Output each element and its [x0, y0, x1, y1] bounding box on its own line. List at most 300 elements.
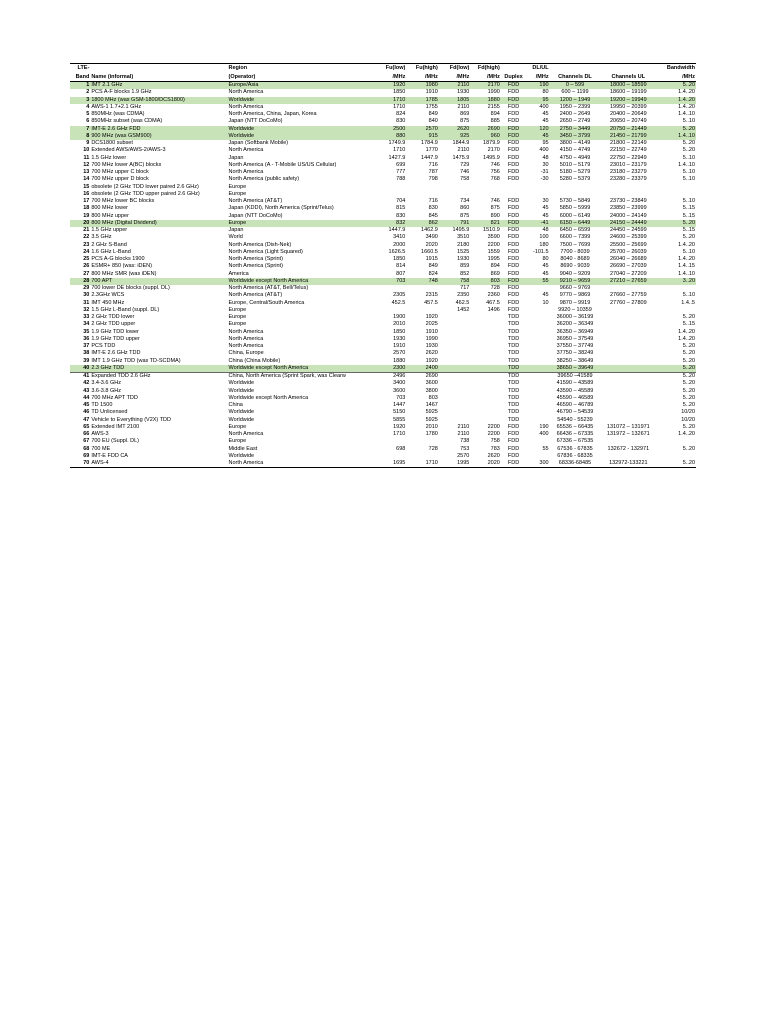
cell-fd-low: [439, 409, 471, 416]
cell-fd-low: 738: [460, 438, 470, 445]
cell-dlul: [526, 321, 549, 328]
table-row: [70, 343, 696, 350]
cell-bandwidth: 3..20: [656, 278, 696, 285]
cell-fu-low: 807: [396, 270, 406, 277]
cell-bandwidth: 5..10: [682, 118, 695, 125]
cell-bandwidth: 1.4..5: [681, 299, 695, 306]
cell-channels-dl: [550, 184, 601, 191]
cell-fu-low: 1920: [393, 423, 406, 430]
cell-dlul: 45: [542, 270, 549, 277]
cell-band: 14: [83, 176, 90, 183]
cell-fd-low: 875: [460, 118, 470, 125]
cell-dlul: [526, 402, 549, 409]
cell-fu-low: 1710: [393, 431, 406, 437]
cell-bandwidth: 1.4..20: [678, 328, 695, 335]
table-body: [70, 82, 696, 468]
cell-fd-high: [470, 388, 500, 395]
cell-fu-high: 3600: [425, 380, 438, 387]
cell-fd-high: 2200: [487, 431, 500, 437]
cell-fd-high: [470, 184, 500, 191]
cell-band: 43: [83, 387, 90, 394]
cell-duplex: TDD: [507, 387, 520, 394]
cell-fd-low: 869: [460, 111, 470, 117]
cell-channels-dl: 68336-68485: [550, 460, 601, 468]
cell-fu-high: 787: [428, 169, 438, 175]
cell-fd-low: 2180: [457, 241, 470, 248]
cell-dlul: 45: [542, 205, 549, 212]
cell-bandwidth: 1.4..20: [656, 97, 696, 104]
table-row: [70, 402, 696, 409]
cell-channels-ul: [600, 343, 656, 350]
cell-fu-high: 1915: [425, 256, 438, 262]
table-row: [70, 358, 696, 365]
cell-name: Vehicle to Everything (V2X) TDD: [91, 416, 171, 423]
cell-duplex: FDD: [507, 292, 520, 299]
cell-region: Europe: [228, 190, 247, 197]
cell-channels-dl: 46790 – 54539: [556, 409, 594, 416]
cell-bandwidth: 1.4..10: [678, 111, 695, 117]
cell-fu-low: 2496: [376, 373, 406, 381]
cell-name: IMT-E 2.6 GHz TDD: [91, 350, 141, 357]
cell-duplex: TDD: [501, 365, 526, 373]
cell-duplex: [501, 184, 526, 191]
cell-band: 40: [70, 365, 90, 373]
cell-name: PCS A-G blocks 1900: [91, 256, 145, 262]
header-channels-ul-top: [600, 64, 656, 73]
cell-region: North America: [228, 147, 264, 154]
cell-duplex: TDD: [507, 335, 520, 342]
cell-region: Worldwide: [228, 409, 255, 416]
cell-name: ESMR+ 850 (was: iDEN): [91, 263, 152, 270]
header-fu-high-top: Fu(high): [406, 64, 439, 73]
cell-dlul: 180: [539, 241, 549, 248]
cell-dlul: [526, 336, 549, 343]
cell-fd-high: 960: [470, 133, 500, 140]
cell-region: Worldwide: [228, 133, 376, 140]
cell-bandwidth: 5..10: [682, 198, 695, 204]
cell-fu-high: 1710: [406, 460, 439, 468]
cell-fu-high: 1990: [425, 335, 438, 342]
cell-region: North America (Dish-Nek): [228, 241, 292, 248]
cell-fd-high: 2360: [487, 292, 500, 299]
cell-fd-low: 3510: [457, 234, 470, 241]
cell-region: Europe: [228, 306, 247, 313]
cell-band: 3: [70, 97, 90, 104]
cell-channels-ul: 131072 – 131971: [606, 423, 650, 430]
cell-duplex: FDD: [507, 234, 520, 241]
cell-dlul: [526, 453, 549, 460]
cell-fd-low: 2620: [439, 126, 471, 133]
cell-channels-dl: 67536 - 67835: [557, 445, 593, 452]
cell-name: 700 lower DE blocks (suppl. DL): [91, 285, 170, 291]
table-row: [70, 118, 696, 125]
cell-band: 4: [86, 103, 90, 110]
table-row: [70, 271, 696, 278]
cell-fd-low: [439, 329, 471, 336]
cell-fd-low: 717: [460, 285, 470, 291]
cell-dlul: 80: [542, 89, 549, 96]
cell-fu-low: [376, 307, 406, 314]
cell-region: Worldwide: [228, 452, 255, 459]
table-row: [70, 424, 696, 431]
cell-fd-high: 746: [490, 161, 500, 168]
cell-dlul: 95: [526, 97, 549, 104]
cell-channels-dl: 6000 – 6149: [559, 212, 591, 219]
cell-duplex: FDD: [507, 140, 520, 146]
header-fd-high-top: Fd(high): [470, 64, 500, 73]
table-row: [70, 365, 696, 373]
cell-channels-dl: 43590 – 45589: [556, 387, 594, 394]
cell-channels-dl: 2650 – 2749: [559, 118, 591, 125]
cell-duplex: FDD: [507, 270, 520, 277]
cell-channels-ul: [600, 438, 656, 445]
cell-fu-low: 832: [376, 220, 406, 227]
cell-band: 22: [83, 234, 90, 241]
cell-channels-dl: 0 – 599: [550, 82, 601, 90]
cell-fd-low: 1930: [457, 89, 470, 96]
cell-name: Extended AWS/AWS-2/AWS-3: [91, 147, 166, 154]
cell-duplex: TDD: [507, 328, 520, 335]
cell-dlul: [526, 350, 549, 357]
cell-channels-dl: 36000 – 36199: [556, 314, 594, 320]
table-row: [70, 300, 696, 307]
cell-channels-dl: 8040 - 8689: [560, 256, 590, 262]
cell-band: 6: [86, 118, 90, 125]
table-row: [70, 285, 696, 292]
cell-bandwidth: 5..10: [682, 176, 695, 183]
cell-fd-high: 1495.9: [483, 154, 500, 161]
header-dlul: /MHz: [526, 73, 549, 82]
cell-fd-high: [470, 350, 500, 357]
cell-name: 700 EU (Suppl. DL): [91, 438, 140, 445]
cell-fu-low: 2570: [393, 350, 406, 357]
cell-dlul: 120: [526, 126, 549, 133]
cell-name: 700 ME: [91, 445, 111, 452]
cell-name: IMT-E FDD CA: [91, 452, 128, 459]
cell-name: 800 MHz lower: [91, 205, 128, 212]
header-name: Name (informal): [90, 73, 227, 82]
table-row: [70, 176, 696, 183]
cell-dlul: 400: [539, 431, 549, 437]
cell-bandwidth: 5..20: [656, 373, 696, 381]
cell-fd-low: 791: [439, 220, 471, 227]
header-row-1: [70, 64, 696, 73]
cell-fd-high: [470, 417, 500, 424]
table-row: [70, 256, 696, 263]
cell-fd-low: 2110: [457, 431, 470, 437]
cell-fu-low: 698: [396, 445, 406, 452]
cell-bandwidth: 1.4..10: [678, 270, 695, 277]
cell-band: 39: [83, 357, 90, 364]
cell-channels-dl: 2750 – 3449: [550, 126, 601, 133]
cell-fu-low: 452.5: [391, 299, 406, 306]
header-channels-dl: Channels DL: [550, 73, 601, 82]
cell-fu-low: 3410: [393, 234, 406, 241]
cell-fd-low: 1452: [457, 306, 470, 313]
cell-region: North America (AT&T): [228, 198, 283, 204]
lte-band-table-sheet: [70, 63, 696, 468]
cell-duplex: FDD: [507, 103, 520, 110]
cell-fd-low: 859: [460, 263, 470, 270]
cell-channels-ul: 26690 – 27039: [609, 263, 647, 270]
cell-channels-dl: 38650 – 39649: [550, 365, 601, 373]
cell-fd-high: 803: [470, 278, 500, 285]
cell-fd-low: [439, 395, 471, 402]
cell-region: Europe: [228, 321, 247, 328]
cell-channels-ul: [600, 380, 656, 387]
cell-region: China, Europe: [228, 350, 264, 357]
cell-name: AWS-1 1.7+2.1 GHz: [91, 103, 142, 110]
cell-fd-low: 925: [439, 133, 471, 140]
cell-band: 36: [83, 335, 90, 342]
table-row: [70, 104, 696, 111]
cell-region: North America: [228, 328, 264, 335]
cell-fu-low: 1850: [393, 328, 406, 335]
cell-name: 2.3GHz WCS: [91, 292, 125, 299]
cell-region: North America: [228, 169, 264, 175]
cell-fu-low: 788: [396, 176, 406, 183]
cell-band: 69: [83, 452, 90, 459]
cell-name: 2.3 GHz TDD: [90, 365, 227, 373]
cell-dlul: 100: [539, 234, 549, 241]
cell-region: Worldwide: [228, 126, 376, 133]
cell-channels-dl: 9040 – 9209: [559, 270, 591, 277]
cell-duplex: FDD: [507, 176, 520, 183]
cell-band: 11: [83, 154, 90, 161]
cell-fu-high: 1910: [425, 328, 438, 335]
cell-fu-high: 915: [406, 133, 439, 140]
cell-channels-ul: 132972-133221: [600, 460, 656, 468]
cell-fu-low: 1920: [376, 82, 406, 90]
cell-dlul: [526, 343, 549, 350]
cell-channels-dl: 46590 – 46789: [556, 402, 594, 408]
header-channels-dl-top: [550, 64, 601, 73]
cell-channels-ul: [600, 314, 656, 321]
table-row: [70, 292, 696, 299]
cell-bandwidth: 5..20: [682, 357, 695, 364]
table-row: [70, 314, 696, 321]
table-row: [70, 453, 696, 460]
cell-dlul: [526, 314, 549, 321]
cell-fd-high: [470, 373, 500, 381]
cell-band: 44: [83, 394, 90, 401]
cell-name: 2 GHz TDD lower: [91, 314, 135, 320]
cell-fu-low: 699: [396, 161, 406, 168]
table-row: [70, 89, 696, 96]
cell-name: 1800 MHz (was GSM-1800/DCS1800): [90, 97, 227, 104]
cell-fu-low: 1447: [393, 402, 406, 408]
cell-channels-ul: [600, 402, 656, 409]
cell-fu-high: 1447.9: [421, 154, 438, 161]
cell-fd-low: 1995: [439, 460, 471, 468]
cell-name: 800 MHz SMR (was iDEN): [91, 270, 157, 277]
cell-duplex: TDD: [507, 321, 520, 328]
cell-band: 41: [70, 373, 90, 381]
cell-fd-high: 2690: [470, 126, 500, 133]
cell-bandwidth: 1.4..20: [678, 89, 695, 96]
cell-bandwidth: 5..15: [682, 321, 695, 328]
cell-band: 13: [83, 169, 90, 175]
table-row: [70, 155, 696, 162]
cell-dlul: [526, 191, 549, 198]
cell-fd-high: [470, 365, 500, 373]
cell-fu-high: 5925: [425, 416, 438, 423]
cell-duplex: [501, 191, 526, 198]
cell-channels-dl: 37550 – 37749: [556, 343, 594, 349]
cell-duplex: TDD: [507, 394, 520, 401]
cell-fd-high: 885: [490, 118, 500, 125]
cell-region: Japan: [228, 227, 244, 233]
table-row: [70, 446, 696, 453]
cell-name: 700 MHz lower BC blocks: [91, 198, 155, 204]
cell-region: North America (Light Squared): [228, 248, 303, 255]
cell-fu-high: 840: [428, 118, 438, 125]
cell-dlul: 30: [542, 161, 549, 168]
cell-bandwidth: 5..20: [682, 394, 695, 401]
table-row: [70, 213, 696, 220]
cell-name: 1.9 GHz TDD lower: [91, 328, 139, 335]
cell-region: North America (Sprint): [228, 263, 283, 270]
cell-duplex: FDD: [507, 256, 520, 262]
cell-fu-high: 2620: [425, 350, 438, 357]
cell-bandwidth: 5..20: [656, 82, 696, 90]
cell-fd-high: 758: [490, 438, 500, 445]
cell-channels-ul: 25500 – 25699: [609, 241, 647, 248]
cell-duplex: TDD: [507, 416, 520, 423]
cell-dlul: 10: [542, 299, 549, 306]
cell-region: World: [228, 234, 243, 241]
cell-bandwidth: 5..10: [682, 154, 695, 161]
cell-channels-ul: [600, 285, 656, 292]
cell-channels-ul: 26040 – 26689: [609, 256, 647, 262]
cell-channels-ul: 23280 – 23379: [609, 176, 647, 183]
cell-region: North America: [228, 343, 264, 349]
cell-dlul: -101.5: [532, 248, 549, 255]
cell-fd-low: 860: [460, 205, 470, 212]
cell-name: PCS TDD: [91, 343, 116, 349]
cell-dlul: 48: [542, 154, 549, 161]
cell-name: 1.6 GHz L-Band: [91, 248, 131, 255]
cell-band: 2: [86, 89, 90, 96]
cell-fd-high: 783: [490, 445, 500, 452]
cell-channels-ul: 20750 – 21449: [600, 126, 656, 133]
cell-dlul: 45: [542, 111, 549, 117]
cell-channels-ul: 23010 – 23179: [609, 161, 647, 168]
cell-fu-high: 862: [406, 220, 439, 227]
cell-band: 67: [83, 438, 90, 445]
table-row: [70, 388, 696, 395]
cell-fu-low: 1626.5: [388, 248, 406, 255]
cell-band: 34: [83, 321, 90, 328]
cell-bandwidth: [656, 307, 696, 314]
cell-fu-low: 814: [396, 263, 406, 270]
table-row: [70, 417, 696, 424]
cell-channels-dl: 65536 – 66435: [556, 423, 594, 430]
cell-channels-ul: 23180 – 23279: [609, 169, 647, 175]
cell-dlul: [526, 285, 549, 292]
cell-fu-low: 1710: [393, 103, 406, 110]
cell-name: 3.5 GHz: [91, 234, 112, 241]
cell-fu-high: 5925: [425, 409, 438, 416]
cell-name: AWS-3: [91, 431, 109, 437]
cell-dlul: [526, 388, 549, 395]
cell-dlul: [526, 409, 549, 416]
cell-fd-low: 2570: [457, 452, 470, 459]
table-row: [70, 278, 696, 285]
cell-fu-high: 1980: [406, 82, 439, 90]
cell-fd-high: 1879.9: [483, 140, 500, 146]
table-row: [70, 162, 696, 169]
cell-duplex: FDD: [507, 89, 520, 96]
cell-fu-high: 849: [428, 263, 438, 270]
cell-duplex: FDD: [507, 241, 520, 248]
cell-fd-low: 734: [460, 198, 470, 204]
table-row: [70, 431, 696, 438]
cell-dlul: [526, 380, 549, 387]
cell-fd-low: 1495.9: [452, 227, 470, 233]
cell-channels-ul: 20400 – 20649: [609, 111, 647, 117]
cell-band: 31: [83, 299, 90, 306]
cell-dlul: 45: [542, 118, 549, 125]
cell-duplex: FDD: [507, 438, 520, 445]
cell-fd-high: [470, 395, 500, 402]
cell-dlul: [526, 307, 549, 314]
cell-bandwidth: 5..15: [682, 227, 695, 233]
cell-region: Worldwide except North America: [228, 394, 309, 401]
cell-name: 1.5 GHz upper: [91, 227, 128, 233]
table-row: [70, 220, 696, 227]
cell-duplex: FDD: [507, 445, 520, 452]
cell-duplex: TDD: [507, 314, 520, 320]
cell-channels-ul: [600, 350, 656, 357]
cell-dlul: 45: [526, 133, 549, 140]
cell-bandwidth: [656, 184, 696, 191]
cell-duplex: FDD: [507, 147, 520, 154]
cell-channels-ul: 27040 – 27209: [609, 270, 647, 277]
cell-dlul: [526, 438, 549, 445]
cell-region: Europe: [228, 423, 247, 430]
cell-name: IMT-E 2.6 GHz FDD: [90, 126, 227, 133]
cell-fd-high: 1496: [487, 306, 500, 313]
cell-region: Japan (NTT DoCoMo): [228, 212, 283, 219]
cell-duplex: FDD: [501, 220, 526, 227]
cell-fu-high: 2025: [425, 321, 438, 328]
cell-region: China (China Mobile): [228, 357, 281, 364]
cell-bandwidth: 5..10: [682, 292, 695, 299]
cell-channels-dl: 36200 – 36349: [556, 321, 594, 328]
cell-band: 45: [83, 402, 90, 408]
cell-channels-dl: [550, 191, 601, 198]
cell-dlul: 45: [542, 292, 549, 299]
cell-duplex: FDD: [507, 285, 520, 291]
header-fu-high: /MHz: [406, 73, 439, 82]
cell-name: 1.9 GHz TDD upper: [91, 335, 140, 342]
cell-channels-dl: 37750 – 38249: [556, 350, 594, 357]
cell-region: North America (AT&T, Bell/Telus): [228, 285, 309, 291]
cell-region: Middle East: [228, 445, 258, 452]
cell-band: 16: [83, 190, 90, 197]
cell-duplex: TDD: [507, 409, 520, 416]
cell-channels-ul: [600, 321, 656, 328]
cell-channels-dl: 7700 - 8039: [560, 248, 590, 255]
cell-channels-ul: [600, 388, 656, 395]
cell-channels-dl: 4750 – 4949: [559, 154, 591, 161]
cell-dlul: 55: [526, 278, 549, 285]
cell-fd-low: 2110: [457, 423, 470, 430]
cell-band: 33: [83, 314, 90, 320]
cell-duplex: FDD: [501, 97, 526, 104]
table-row: [70, 133, 696, 140]
